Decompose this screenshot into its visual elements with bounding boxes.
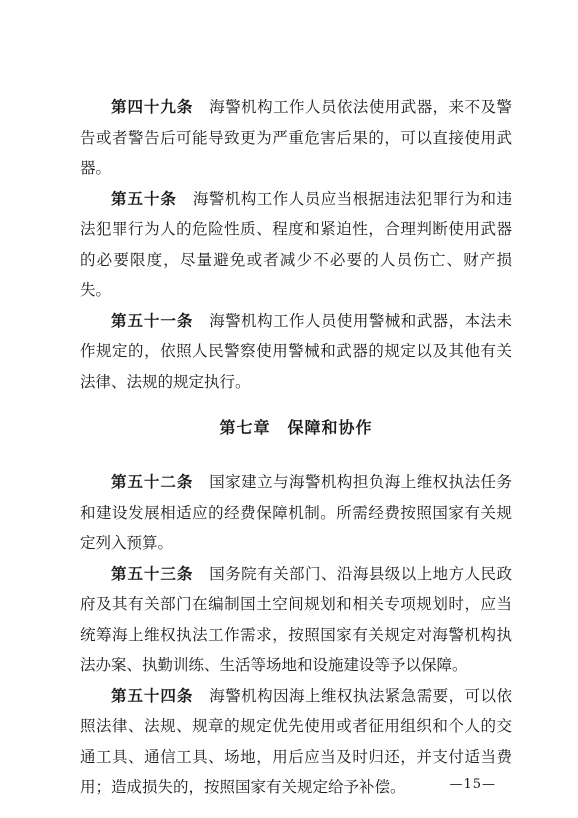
article-52 <box>80 467 512 559</box>
document-body <box>80 92 512 803</box>
article-text: 国家建立与海警机构担负海上维权执法任务和建设发展相适应的经费保障机制。所需经费按照国家有关规定列入预算。 <box>80 473 512 552</box>
article-number: 第五十三条 <box>111 564 194 583</box>
article-number: 第五十四条 <box>111 686 194 705</box>
chapter-number: 第七章 <box>219 418 271 437</box>
article-text: 海警机构工作人员应当根据违法犯罪行为和违法犯罪行为人的危险性质、程度和紧迫性，合理判断使用武器的必要限度，尽量避免或者减少不必要的人员伤亡、财产损失。 <box>80 189 512 299</box>
articles-before <box>80 92 512 397</box>
articles-after <box>80 467 512 803</box>
article-number: 第五十一条 <box>111 311 194 330</box>
article-number: 第五十二条 <box>111 473 194 491</box>
article-text: 海警机构因海上维权执法紧急需要，可以依照法律、法规、规章的规定优先使用或者征用组织和个人的交通工具、通信工具、场地，用后应当及时归还，并支付适当费用；造成损失的，按照国家有关规定给予补偿。 <box>80 686 512 796</box>
page-number: —15— <box>449 777 496 792</box>
article-53 <box>80 559 512 681</box>
article-49 <box>80 92 512 184</box>
article-number: 第五十条 <box>111 189 177 208</box>
chapter-title: 保障和协作 <box>287 418 373 437</box>
chapter-heading <box>80 397 512 467</box>
article-text: 海警机构工作人员依法使用武器，来不及警告或者警告后可能导致更为严重危害后果的，可以直接使用武器。 <box>80 98 512 177</box>
article-text: 国务院有关部门、沿海县级以上地方人民政府及其有关部门在编制国土空间规划和相关专项规划时，应当统筹海上维权执法工作需求，按照国家有关规定对海警机构执法办案、执勤训练、生活等场地和设施建设等予以保障。 <box>80 564 512 674</box>
article-text: 海警机构工作人员使用警械和武器，本法未作规定的，依照人民警察使用警械和武器的规定以及其他有关法律、法规的规定执行。 <box>80 311 512 391</box>
article-50 <box>80 184 512 306</box>
article-51 <box>80 306 512 398</box>
article-54 <box>80 681 512 803</box>
article-number: 第四十九条 <box>111 98 194 116</box>
